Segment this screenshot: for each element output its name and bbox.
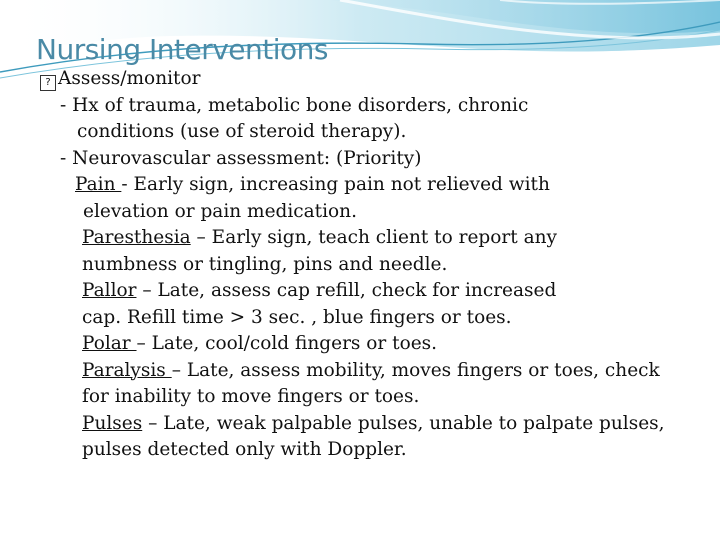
polar-term: Polar: [82, 333, 137, 354]
paresthesia-continuation: numbness or tingling, pins and needle.: [82, 253, 448, 275]
polar-text: – Late, cool/cold fingers or toes.: [136, 333, 438, 354]
paresthesia-term: Paresthesia: [82, 227, 191, 248]
pulses-text: – Late, weak palpable pulses, unable to palpate pulses,: [142, 412, 665, 434]
paresthesia-item: [40, 225, 700, 252]
bullet-label: Assess/monitor: [58, 68, 201, 89]
pallor-text: – Late, assess cap refill, check for increased: [136, 280, 557, 301]
pallor-continuation: cap. Refill time > 3 sec. , blue fingers or toes.: [82, 306, 512, 328]
pain-continuation: elevation or pain medication.: [83, 200, 357, 222]
pulses-continuation: pulses detected only with Doppler.: [82, 439, 407, 460]
pallor-item: [40, 278, 700, 305]
hx-line-2: conditions (use of steroid therapy).: [77, 121, 407, 142]
pain-item: [40, 172, 700, 199]
pulses-item: [40, 411, 700, 438]
pallor-term: Pallor: [82, 280, 137, 301]
paresthesia-text: – Early sign, teach client to report any: [190, 227, 557, 248]
slide-title: Nursing Interventions: [36, 33, 328, 66]
paralysis-item: [40, 358, 700, 385]
paralysis-term: Paralysis: [82, 359, 172, 381]
slide-body: [40, 66, 700, 464]
bullet-assess-monitor: [40, 66, 700, 93]
paralysis-text: – Late, assess mobility, moves fingers or toes, check: [171, 359, 660, 381]
polar-item: [40, 331, 700, 358]
pain-text: - Early sign, increasing pain not relieved with: [121, 174, 550, 195]
paralysis-continuation: for inability to move fingers or toes.: [82, 386, 420, 407]
pain-term: Pain: [75, 174, 122, 195]
pulses-term: Pulses: [82, 412, 143, 434]
neurovascular-line: - Neurovascular assessment: (Priority): [60, 147, 422, 169]
missing-glyph-box-icon: ?: [40, 75, 56, 91]
hx-line-1: - Hx of trauma, metabolic bone disorders, chronic: [60, 94, 529, 116]
